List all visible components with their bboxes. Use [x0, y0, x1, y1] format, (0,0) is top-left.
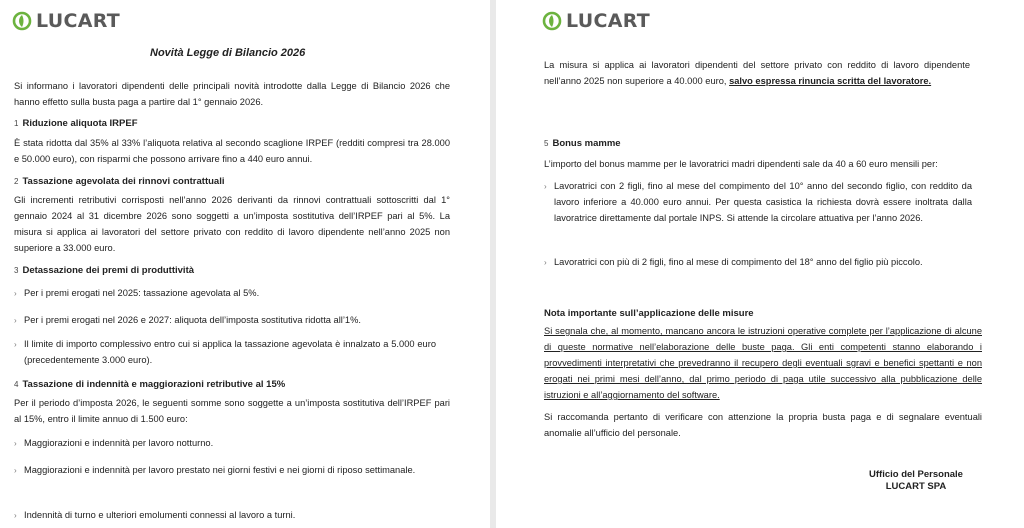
continuation-paragraph: La misura si applica ai lavoratori dipendenti del settore privato con reddito di lavoro dipendente nell’anno 2025 non superiore a 40.000 euro, salvo espressa rinuncia scritta del lavoratore. — [544, 60, 970, 86]
logo-text: LUCART — [566, 10, 651, 32]
list-item: › Per i premi erogati nel 2026 e 2027: aliquota dell’imposta sostitutiva ridotta all’1%. — [14, 315, 361, 325]
list-item: › Maggiorazioni e indennità per lavoro prestato nei giorni festivi e nei giorni di riposo settimanale. — [14, 465, 416, 475]
section-3-heading: 3 Detassazione dei premi di produttività — [14, 265, 195, 276]
section-2-heading: 2 Tassazione agevolata dei rinnovi contrattuali — [14, 176, 225, 187]
section-4-heading: 4 Tassazione di indennità e maggiorazioni retributive al 15% — [14, 379, 286, 390]
section-1-text: È stata ridotta dal 35% al 33% l’aliquota relativa al secondo scaglione IRPEF (redditi compresi tra 28.000 e 50.000 euro), con risparmi che possono arrivare fino a 440 euro annui. — [14, 138, 450, 164]
list-item: › Lavoratrici con più di 2 figli, fino al mese di compimento del 18° anno del figlio più piccolo. — [544, 257, 923, 267]
list-item: › Lavoratrici con 2 figli, fino al mese del compimento del 10° anno del secondo figlio, con reddito da lavoro inferiore a 40.000 euro annui. Per questa casistica la richiesta dovrà essere inoltrata dalla lavoratrice direttamente dal portale INPS. Si attende la circolare attuativa per l’anno 2026. — [544, 181, 972, 223]
document-title: Novità Legge di Bilancio 2026 — [150, 47, 306, 59]
intro-paragraph: Si informano i lavoratori dipendenti delle principali novità introdotte dalla Legge di Bilancio 2026 che hanno effetto sulla busta paga a partire dal 1° gennaio 2026. — [14, 81, 450, 107]
lucart-logo — [542, 10, 650, 32]
section-2-text: Gli incrementi retributivi corrisposti nell’anno 2026 derivanti da rinnovi contrattuali sottoscritti dal 1° gennaio 2024 al 31 dicembre 2026 sono soggetti a un’imposta sostitutiva dell’IRPEF pari al 5%. La misura si applica ai lavoratori del settore privato con reddito di lavoro dipendente nell’anno 2025 non superiore a 33.000 euro. — [14, 195, 450, 253]
document-page-right — [496, 0, 1024, 528]
lucart-logo — [12, 10, 120, 32]
list-item: › Indennità di turno e ulteriori emolumenti connessi al lavoro a turni. — [14, 510, 296, 520]
emphasis-text: salvo espressa rinuncia scritta del lavoratore. — [729, 76, 932, 86]
signature-block — [856, 469, 976, 493]
list-item: › Il limite di importo complessivo entro cui si applica la tassazione agevolata è innalzato a 5.000 euro (precedentemente 3.000 euro). — [14, 339, 436, 365]
lucart-leaf-icon — [12, 11, 32, 31]
signature-company: LUCART SPA — [885, 481, 947, 492]
logo-text: LUCART — [36, 10, 121, 32]
section-5-heading: 5 Bonus mamme — [544, 138, 621, 149]
note-heading: Nota importante sull’applicazione delle misure — [544, 308, 754, 319]
section-5-text: L’importo del bonus mamme per le lavoratrici madri dipendenti sale da 40 a 60 euro mensili per: — [544, 159, 938, 169]
section-1-heading: 1 Riduzione aliquota IRPEF — [14, 118, 138, 129]
list-item: › Maggiorazioni e indennità per lavoro notturno. — [14, 438, 214, 448]
document-page-left — [0, 0, 490, 528]
note-paragraph: Si segnala che, al momento, mancano ancora le istruzioni operative complete per l’applicazione di alcune di queste normative nell’elaborazione delle buste paga. Gli enti competenti stanno elaborando i provvedimenti interpretativi che prevedranno il recupero degli eventuali sgravi e benefici spettanti e non erogati nei primi mesi dell’anno, dal primo periodo di paga utile successivo alla pubblicazione delle istruzioni e all’aggiornamento del software. — [544, 326, 982, 400]
note-recommendation: Si raccomanda pertanto di verificare con attenzione la propria busta paga e di segnalare eventuali anomalie all’ufficio del personale. — [544, 412, 982, 438]
lucart-leaf-icon — [542, 11, 562, 31]
signature-office: Ufficio del Personale — [869, 469, 963, 480]
list-item: › Per i premi erogati nel 2025: tassazione agevolata al 5%. — [14, 288, 260, 298]
section-4-text: Per il periodo d’imposta 2026, le seguenti somme sono soggette a un’imposta sostitutiva dell’IRPEF pari al 15%, entro il limite annuo di 1.500 euro: — [14, 398, 450, 424]
